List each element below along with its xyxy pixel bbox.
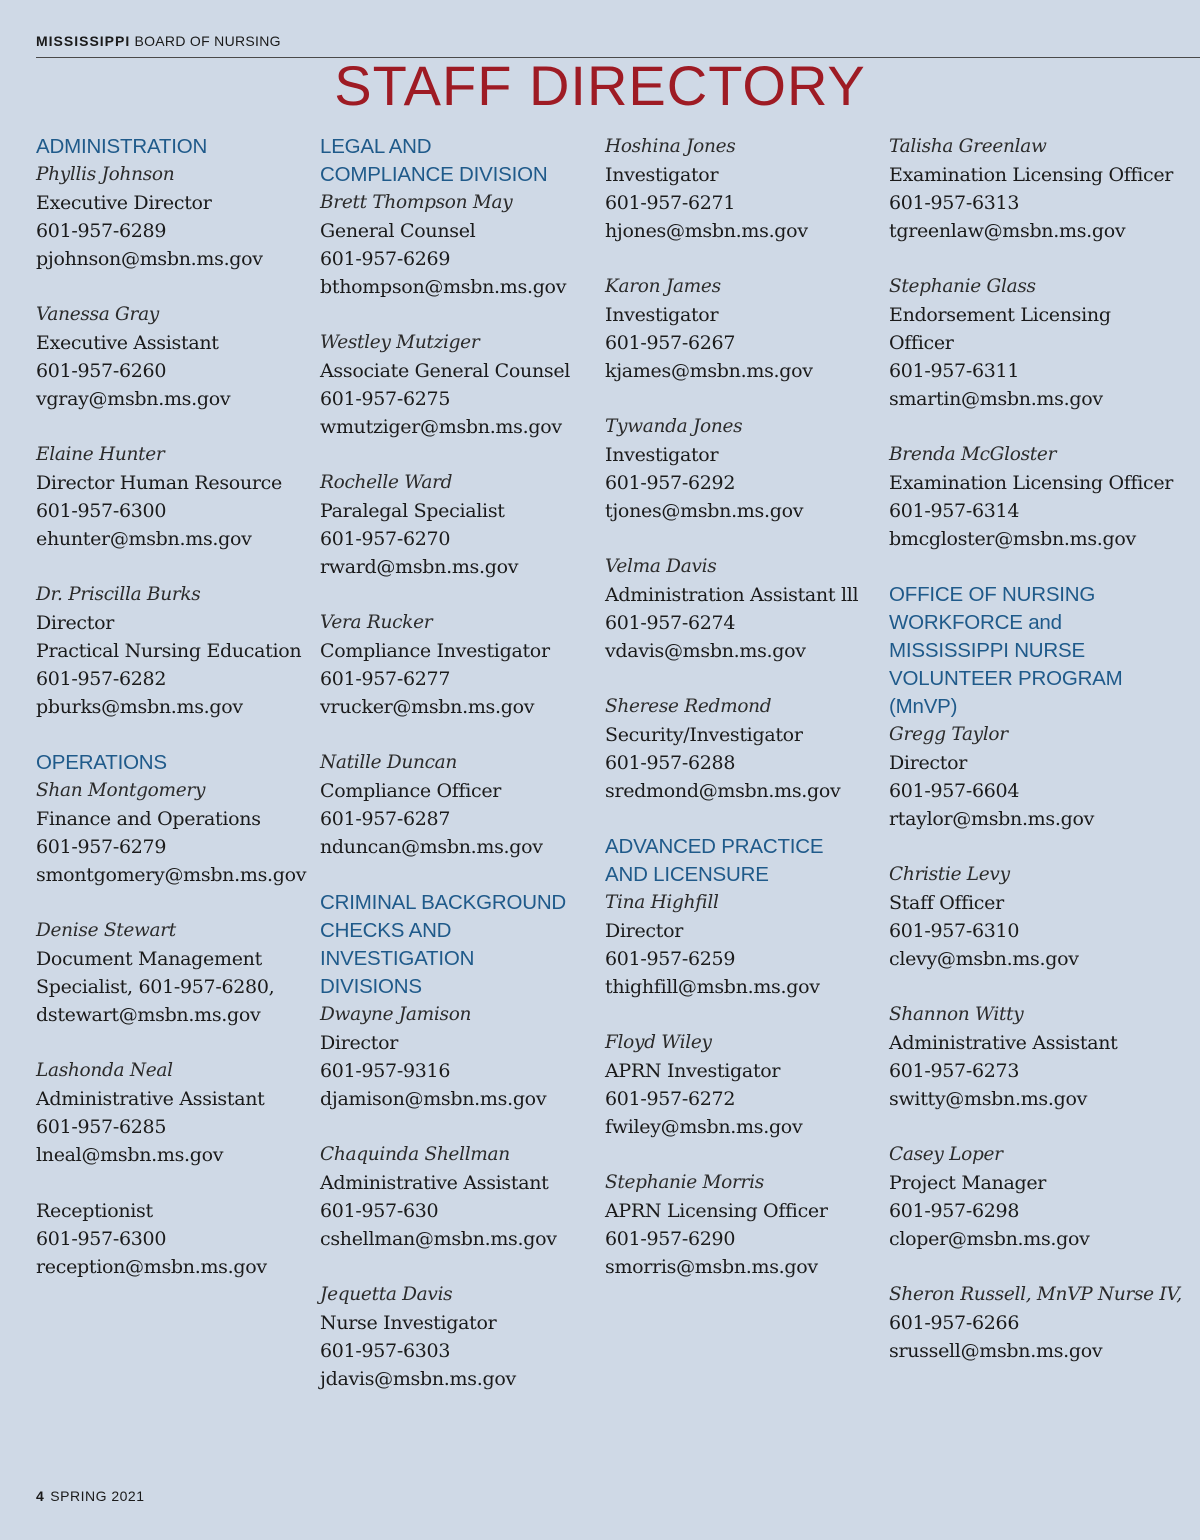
staff-phone: 601-957-6292: [605, 472, 736, 494]
staff-phone: 601-957-6313: [889, 192, 1020, 214]
staff-entry: [320, 1001, 600, 1113]
staff-phone: 601-957-6277: [320, 668, 451, 690]
staff-name: Brenda McGloster: [889, 444, 1057, 465]
staff-entry: [320, 749, 600, 861]
staff-email: hjones@msbn.ms.gov: [605, 220, 808, 242]
staff-entry: [36, 917, 316, 1029]
staff-title: Paralegal Specialist: [320, 500, 505, 522]
staff-entry: [36, 777, 316, 889]
staff-name: Denise Stewart: [36, 920, 176, 941]
staff-phone: 601-957-6272: [605, 1088, 736, 1110]
staff-title: Compliance Officer: [320, 780, 502, 802]
staff-title: Investigator: [605, 444, 719, 466]
section-heading: OPERATIONS: [36, 751, 167, 774]
staff-name: Karon James: [605, 276, 721, 297]
staff-entry: [320, 189, 600, 301]
section-heading: OFFICE OF NURSING: [889, 583, 1096, 606]
staff-email: rward@msbn.ms.gov: [320, 556, 519, 578]
masthead: [36, 33, 281, 49]
staff-phone: 601-957-6287: [320, 808, 451, 830]
section-heading: LEGAL AND: [320, 135, 432, 158]
staff-email: vgray@msbn.ms.gov: [36, 388, 231, 410]
staff-name: Velma Davis: [605, 556, 717, 577]
staff-title: Administrative Assistant: [320, 1172, 549, 1194]
staff-phone: 601-957-6259: [605, 948, 736, 970]
staff-email: cloper@msbn.ms.gov: [889, 1228, 1090, 1250]
section-heading: ADVANCED PRACTICE: [605, 835, 824, 858]
staff-email: djamison@msbn.ms.gov: [320, 1088, 547, 1110]
staff-phone: 601-957-6311: [889, 360, 1020, 382]
staff-name: Dwayne Jamison: [320, 1004, 472, 1025]
staff-phone: 601-957-6260: [36, 360, 167, 382]
staff-title: Administration Assistant lll: [605, 584, 859, 606]
section-heading: ADMINISTRATION: [36, 135, 208, 158]
staff-entry: [889, 721, 1179, 833]
staff-title: APRN Licensing Officer: [605, 1200, 828, 1222]
staff-entry: [36, 1197, 316, 1281]
staff-title: Receptionist: [36, 1200, 153, 1222]
staff-title: Practical Nursing Education: [36, 640, 302, 662]
staff-phone: 601-957-6266: [889, 1312, 1020, 1334]
staff-title: Executive Director: [36, 192, 212, 214]
staff-title: Nurse Investigator: [320, 1312, 497, 1334]
staff-name: Floyd Wiley: [605, 1032, 712, 1053]
staff-email: switty@msbn.ms.gov: [889, 1088, 1088, 1110]
staff-email: tgreenlaw@msbn.ms.gov: [889, 220, 1126, 242]
masthead-org-rest: BOARD OF NURSING: [134, 33, 281, 49]
staff-email: rtaylor@msbn.ms.gov: [889, 808, 1095, 830]
staff-name: Phyllis Johnson: [36, 164, 175, 185]
staff-title: Associate General Counsel: [320, 360, 571, 382]
staff-email: smartin@msbn.ms.gov: [889, 388, 1103, 410]
staff-name: Dr. Priscilla Burks: [36, 584, 201, 605]
staff-name: Rochelle Ward: [320, 472, 453, 493]
page-footer: [36, 1488, 145, 1504]
staff-title: Endorsement Licensing: [889, 304, 1111, 326]
staff-entry: [36, 581, 316, 721]
section-heading: CRIMINAL BACKGROUND: [320, 891, 567, 914]
masthead-org-strong: MISSISSIPPI: [36, 33, 131, 49]
staff-entry: [889, 1141, 1179, 1253]
directory-column-1: [36, 133, 316, 1309]
staff-email: jdavis@msbn.ms.gov: [320, 1368, 516, 1390]
staff-name: Chaquinda Shellman: [320, 1144, 510, 1165]
section-heading: VOLUNTEER PROGRAM (MnVP): [889, 667, 1123, 718]
staff-phone: 601-957-6303: [320, 1340, 451, 1362]
staff-name: Talisha Greenlaw: [889, 136, 1047, 157]
staff-title: Investigator: [605, 304, 719, 326]
staff-title: Director Human Resource: [36, 472, 282, 494]
staff-name: Jequetta Davis: [320, 1284, 453, 1305]
staff-phone: 601-957-6300: [36, 500, 167, 522]
staff-phone: 601-957-6604: [889, 780, 1020, 802]
staff-email: tjones@msbn.ms.gov: [605, 500, 804, 522]
staff-title: Director: [605, 920, 684, 942]
staff-name: Vera Rucker: [320, 612, 433, 633]
staff-phone: 601-957-6274: [605, 612, 736, 634]
staff-email: nduncan@msbn.ms.gov: [320, 836, 543, 858]
staff-name: Vanessa Gray: [36, 304, 159, 325]
staff-name: Sherese Redmond: [605, 696, 772, 717]
staff-email: bmcgloster@msbn.ms.gov: [889, 528, 1136, 550]
staff-name: Gregg Taylor: [889, 724, 1008, 745]
staff-entry: [605, 133, 885, 245]
staff-phone: 601-957-6289: [36, 220, 167, 242]
staff-title: Staff Officer: [889, 892, 1004, 914]
staff-entry: [605, 889, 885, 1001]
staff-phone: 601-957-6285: [36, 1116, 167, 1138]
staff-name: Shan Montgomery: [36, 780, 206, 801]
staff-phone: 601-957-6270: [320, 528, 451, 550]
staff-email: pburks@msbn.ms.gov: [36, 696, 243, 718]
staff-name: Brett Thompson May: [320, 192, 513, 213]
staff-phone: 601-957-6282: [36, 668, 167, 690]
staff-name: Casey Loper: [889, 1144, 1003, 1165]
staff-entry: [889, 133, 1179, 245]
staff-phone: 601-957-6273: [889, 1060, 1020, 1082]
staff-phone: 601-957-6279: [36, 836, 167, 858]
staff-title: Finance and Operations: [36, 808, 261, 830]
staff-entry: [320, 1281, 600, 1393]
staff-name: Stephanie Glass: [889, 276, 1036, 297]
staff-name: Natille Duncan: [320, 752, 457, 773]
staff-email: bthompson@msbn.ms.gov: [320, 276, 567, 298]
staff-name: Sheron Russell, MnVP Nurse IV,: [889, 1284, 1182, 1305]
staff-entry: [605, 553, 885, 665]
section-heading: WORKFORCE and: [889, 611, 1062, 634]
staff-phone: 601-957-6290: [605, 1228, 736, 1250]
staff-entry: [320, 1141, 600, 1253]
staff-email: smontgomery@msbn.ms.gov: [36, 864, 307, 886]
staff-entry: [36, 301, 316, 413]
staff-email: kjames@msbn.ms.gov: [605, 360, 813, 382]
staff-email: fwiley@msbn.ms.gov: [605, 1116, 803, 1138]
staff-entry: [889, 861, 1179, 973]
staff-email: smorris@msbn.ms.gov: [605, 1256, 818, 1278]
section-heading: MISSISSIPPI NURSE: [889, 639, 1085, 662]
staff-title: Security/Investigator: [605, 724, 803, 746]
staff-title: Compliance Investigator: [320, 640, 550, 662]
staff-title: Administrative Assistant: [889, 1032, 1118, 1054]
staff-entry: [889, 1001, 1179, 1113]
staff-phone: 601-957-6298: [889, 1200, 1020, 1222]
staff-phone: 601-957-6310: [889, 920, 1020, 942]
staff-phone: 601-957-6269: [320, 248, 451, 270]
staff-entry: [605, 1029, 885, 1141]
staff-entry: [320, 329, 600, 441]
directory-column-4: [889, 133, 1182, 1393]
staff-email: sredmond@msbn.ms.gov: [605, 780, 841, 802]
staff-phone: 601-957-630: [320, 1200, 439, 1222]
staff-email: srussell@msbn.ms.gov: [889, 1340, 1103, 1362]
staff-entry: [36, 1057, 316, 1169]
staff-entry: [605, 273, 885, 385]
staff-title: General Counsel: [320, 220, 476, 242]
staff-phone: 601-957-6300: [36, 1228, 167, 1250]
staff-entry: [889, 441, 1179, 553]
page-title: STAFF DIRECTORY: [334, 54, 866, 117]
staff-title: Director: [889, 752, 968, 774]
staff-name: Hoshina Jones: [605, 136, 736, 157]
staff-phone: 601-957-6275: [320, 388, 451, 410]
staff-phone: 601-957-6267: [605, 332, 736, 354]
staff-entry: [889, 273, 1179, 413]
staff-entry: [605, 413, 885, 525]
staff-title: Examination Licensing Officer: [889, 472, 1174, 494]
staff-email: thighfill@msbn.ms.gov: [605, 976, 820, 998]
staff-entry: [605, 693, 885, 805]
staff-email: pjohnson@msbn.ms.gov: [36, 248, 263, 270]
staff-title: Director: [320, 1032, 399, 1054]
staff-title: Document Management: [36, 948, 262, 970]
staff-name: Westley Mutziger: [320, 332, 480, 353]
staff-name: Stephanie Morris: [605, 1172, 764, 1193]
staff-email: ehunter@msbn.ms.gov: [36, 528, 252, 550]
staff-name: Tina Highfill: [605, 892, 719, 913]
directory-column-3: [605, 133, 885, 1309]
section-heading: DIVISIONS: [320, 975, 422, 998]
staff-phone: 601-957-6288: [605, 752, 736, 774]
staff-phone: 601-957-6314: [889, 500, 1020, 522]
staff-entry: [36, 161, 316, 273]
staff-name: Lashonda Neal: [36, 1060, 173, 1081]
staff-name: Shannon Witty: [889, 1004, 1024, 1025]
staff-email: dstewart@msbn.ms.gov: [36, 1004, 261, 1026]
staff-name: Elaine Hunter: [36, 444, 165, 465]
staff-email: clevy@msbn.ms.gov: [889, 948, 1079, 970]
staff-title: Administrative Assistant: [36, 1088, 265, 1110]
staff-name: Christie Levy: [889, 864, 1010, 885]
directory-column-2: [320, 133, 600, 1421]
staff-phone: 601-957-6271: [605, 192, 736, 214]
issue-label: SPRING 2021: [50, 1488, 145, 1504]
page-number: 4: [36, 1488, 45, 1504]
staff-entry: [36, 441, 316, 553]
staff-email: reception@msbn.ms.gov: [36, 1256, 267, 1278]
staff-email: vdavis@msbn.ms.gov: [605, 640, 806, 662]
staff-title: Director: [36, 612, 115, 634]
staff-title: Investigator: [605, 164, 719, 186]
staff-phone: 601-957-9316: [320, 1060, 451, 1082]
section-heading: COMPLIANCE DIVISION: [320, 163, 548, 186]
section-heading: AND LICENSURE: [605, 863, 769, 886]
staff-email: vrucker@msbn.ms.gov: [320, 696, 535, 718]
staff-title: Project Manager: [889, 1172, 1047, 1194]
staff-title: Specialist, 601-957-6280,: [36, 976, 275, 998]
staff-title: Executive Assistant: [36, 332, 219, 354]
staff-title: Officer: [889, 332, 954, 354]
staff-title: Examination Licensing Officer: [889, 164, 1174, 186]
staff-entry: [605, 1169, 885, 1281]
staff-email: cshellman@msbn.ms.gov: [320, 1228, 557, 1250]
staff-entry: [320, 469, 600, 581]
section-heading: CHECKS AND INVESTIGATION: [320, 919, 475, 970]
staff-email: lneal@msbn.ms.gov: [36, 1144, 224, 1166]
staff-entry: [889, 1281, 1182, 1365]
staff-entry: [320, 609, 600, 721]
staff-email: wmutziger@msbn.ms.gov: [320, 416, 562, 438]
staff-name: Tywanda Jones: [605, 416, 743, 437]
staff-title: APRN Investigator: [605, 1060, 781, 1082]
